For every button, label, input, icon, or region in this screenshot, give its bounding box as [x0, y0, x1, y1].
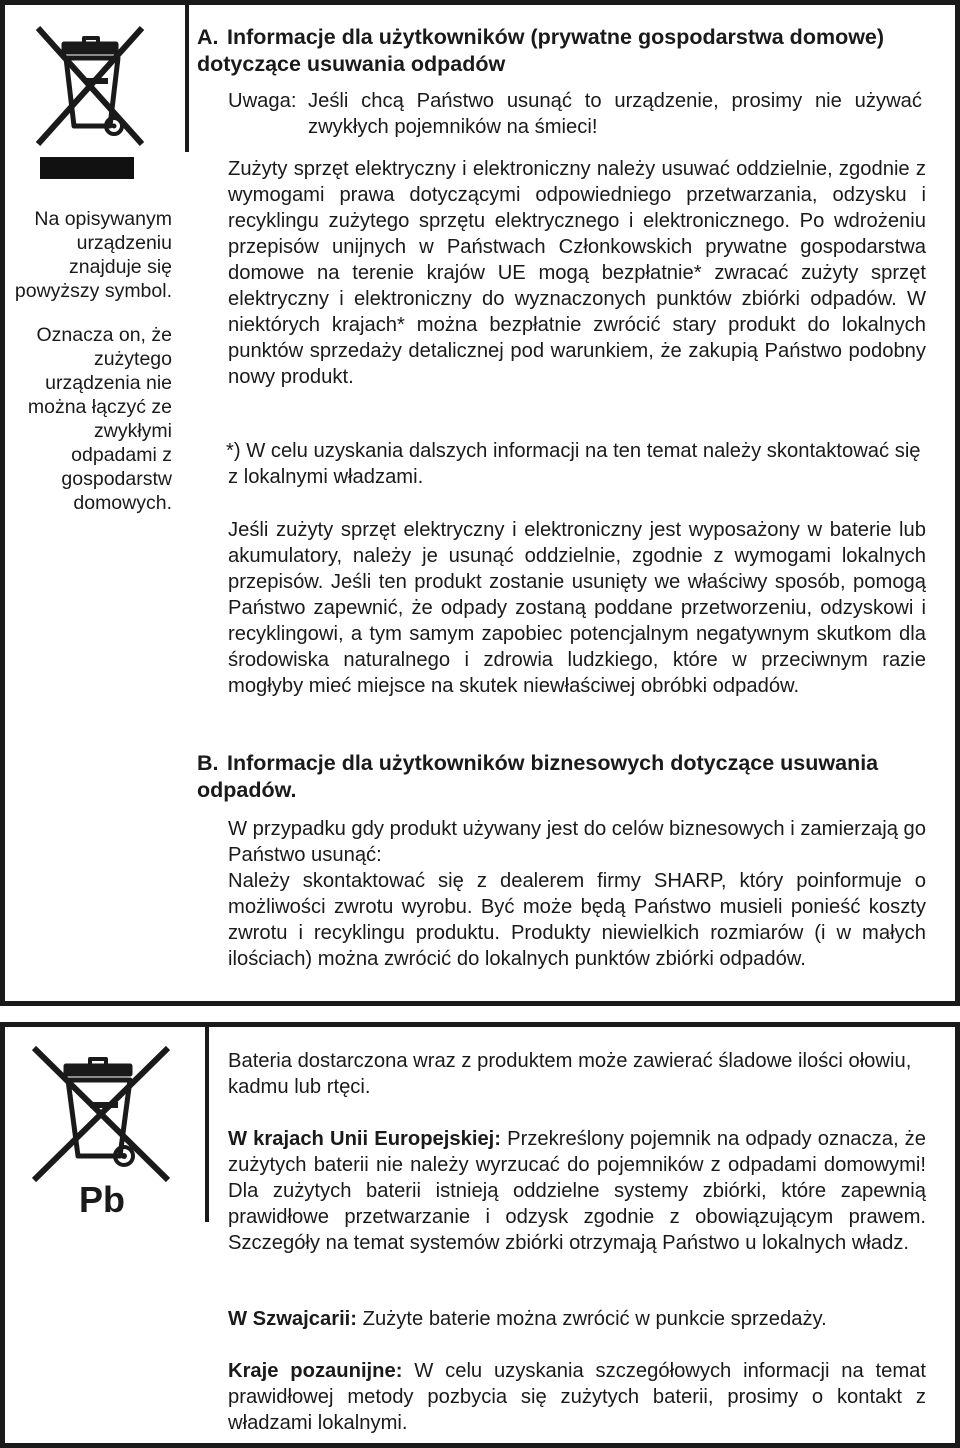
symbol-note-2: Oznacza on, że zużytego urządzenia nie można łączyć ze zwykłymi odpadami z gospodarstw domowych.	[27, 324, 172, 514]
section-a-title: Informacje dla użytkowników (prywatne gospodarstwa domowe) dotyczące usuwania odpadów	[197, 25, 885, 76]
eu-text: Przekreślony pojemnik na odpady oznacza, że zużytych baterii nie należy wyrzucać do pojemników z odpadami domowymi! Dla zużytych baterii istnieją oddzielne systemy zbiórki, które zapewnią prawidłowe przetwarzanie i odzysk zgodnie z obowiązującym prawem. Szczegóły na temat systemów zbiórki otrzymają Państwo u lokalnych władz.	[228, 1128, 926, 1254]
section-a-paragraph-2	[228, 517, 926, 699]
symbol-note-1: Na opisywanym urządzeniu znajduje się powyższy symbol.	[14, 208, 172, 302]
battery-intro	[228, 1048, 926, 1100]
battery-icon-divider	[205, 1022, 209, 1222]
ch-text: Zużyte baterie można zwrócić w punkcie sprzedaży.	[362, 1308, 827, 1330]
ch-label: W Szwajcarii:	[228, 1308, 358, 1330]
battery-non-eu	[228, 1358, 926, 1436]
battery-switzerland	[228, 1306, 926, 1332]
footnote	[228, 438, 926, 490]
section-b-para2-text: Należy skontaktować się z dealerem firmy SHARP, który poinformuje o możliwości zwrotu wyrobu. Być może będą Państwo musieli ponieść koszty zwrotu i recyklingu produktu. Produkty niewielkich rozmiarów (i w małych ilościach) można zwrócić do lokalnych punktów zbiórki odpadów.	[228, 870, 926, 970]
other-text: W celu uzyskania szczegółowych informacji na temat prawidłowej metody pozbycia się zużytych baterii, prosimy o kontakt z władzami lokalnymi.	[228, 1360, 927, 1434]
section-a-para2-text: Jeśli zużyty sprzęt elektryczny i elektroniczny jest wyposażony w baterie lub akumulatory, należy je usunąć oddzielnie, zgodnie z wymogami lokalnych przepisów. Jeśli ten produkt zostanie usunięty we właściwy sposób, pomogą Państwo zapewnić, że odpady zostaną poddane przetworzeniu, odzyskowi i recyklingowi, a tym samym zapobiec potencjalnym negatywnym skutkom dla środowiska naturalnego i zdrowia ludzkiego, które w przeciwnym razie mogłyby mieć miejsce na skutek niewłaściwej obróbki odpadów.	[228, 519, 926, 697]
other-label: Kraje pozaunijne:	[228, 1360, 403, 1382]
warning-block	[228, 88, 922, 140]
section-a-para1-text: Zużyty sprzęt elektryczny i elektroniczny należy usuwać oddzielnie, zgodnie z wymogami prawa dotyczącymi odpowiedniego przetwarzania, odzysku i recyklingu zużytego sprzętu elektrycznego i elektronicznego. Po wdrożeniu przepisów unijnych w Państwach Członkowskich prywatne gospodarstwa domowe na terenie krajów UE mogą bezpłatnie* zwracać zużyty sprzęt elektryczny i elektroniczny do wyznaczonych punktów zbiórki odpadów. W niektórych krajach* można bezpłatnie zwrócić stary produkt do lokalnych punktów sprzedaży detalicznej pod warunkiem, że zakupią Państwo podobny nowy produkt.	[228, 158, 926, 388]
symbol-explanation	[12, 207, 172, 515]
section-b-letter: B.	[197, 751, 219, 775]
battery-eu	[228, 1126, 926, 1256]
section-b-para1-text: W przypadku gdy produkt używany jest do celów biznesowych i zamierzają go Państwo usunąć:	[228, 818, 926, 866]
section-a-paragraph-1	[228, 156, 926, 390]
warning-text: Jeśli chcą Państwo usunąć to urządzenie, prosimy nie używać zwykłych pojemników na śmieci!	[308, 90, 922, 138]
crossed-out-bin-icon	[28, 22, 154, 150]
section-a-letter: A.	[197, 25, 219, 49]
section-a-heading	[197, 24, 927, 78]
crossed-out-bin-pb-icon	[22, 1040, 182, 1220]
section-b-heading	[197, 750, 927, 804]
warning-label: Uwaga:	[228, 90, 297, 112]
icon-divider	[185, 0, 189, 152]
pb-label: Pb	[78, 1179, 126, 1220]
section-b-body	[228, 816, 926, 972]
battery-intro-text: Bateria dostarczona wraz z produktem może zawierać śladowe ilości ołowiu, kadmu lub rtęci.	[228, 1050, 912, 1098]
section-b-title: Informacje dla użytkowników biznesowych dotyczące usuwania odpadów.	[197, 751, 879, 802]
eu-label: W krajach Unii Europejskiej:	[228, 1128, 502, 1150]
black-bar-marker	[40, 157, 134, 179]
footnote-text: *) W celu uzyskania dalszych informacji na ten temat należy skontaktować się z lokalnymi władzami.	[226, 440, 921, 488]
